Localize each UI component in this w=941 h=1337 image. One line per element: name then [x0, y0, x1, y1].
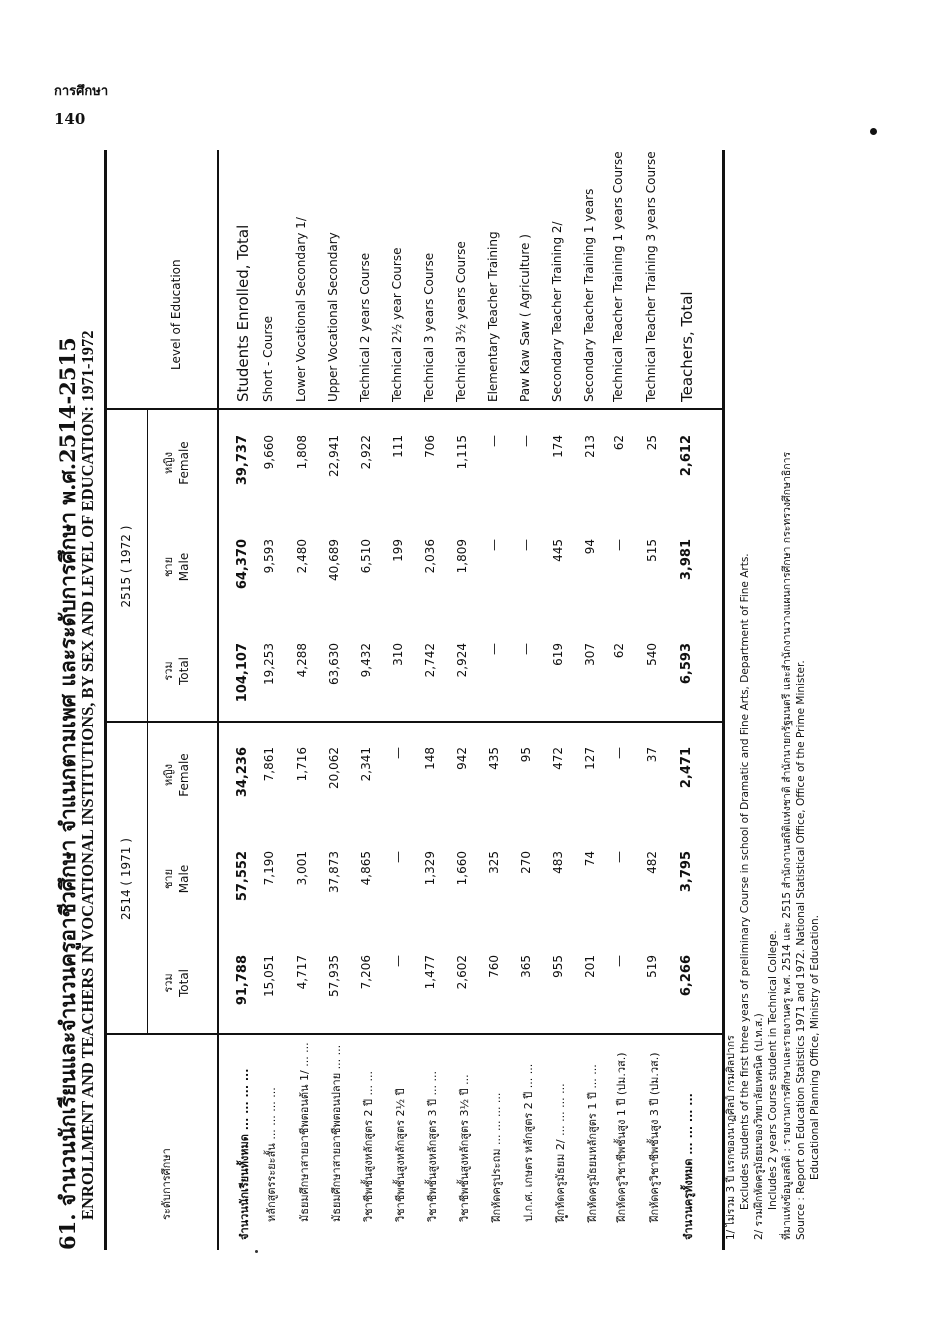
row-label-english: Technical Teacher Training 3 years Course: [644, 151, 658, 402]
table-cell: 2,742: [423, 643, 437, 678]
row-label-thai: มัธยมศึกษาสายอาชีพตอนต้น 1/ ... ...: [298, 1042, 311, 1222]
table-cell: 201: [583, 955, 597, 978]
row-label-thai: วิชาชีพชั้นสูงหลักสูตร 3½ ปี ...: [458, 1074, 471, 1222]
table-cell: 57,552: [235, 851, 250, 902]
table-cell: 483: [551, 851, 565, 874]
table-cell: 40,689: [327, 539, 341, 581]
table-cell: 15,051: [262, 955, 276, 997]
row-label-english: Lower Vocational Secondary 1/: [294, 217, 308, 402]
col-divider: [107, 1033, 722, 1035]
row-label-thai: ฝึกหัดครูมัธยมหลักสูตร 1 ปี ... ...: [586, 1064, 599, 1222]
table-cell: 1,660: [455, 851, 469, 886]
level-header-thai: ระดับการศึกษา: [160, 1148, 173, 1220]
table-cell: 7,190: [262, 851, 276, 886]
year-header-line: [147, 410, 148, 1035]
table-cell: 515: [645, 539, 659, 562]
table-cell: 199: [391, 539, 405, 562]
table-cell: 2,036: [423, 539, 437, 574]
table-cell: 37: [645, 747, 659, 763]
table-cell: 2,602: [455, 955, 469, 990]
row-label-english: Secondary Teacher Training 1 years: [582, 188, 596, 402]
table-cell: 127: [583, 747, 597, 770]
table-cell: 1,809: [455, 539, 469, 574]
table-title-english: ENROLLMENT AND TEACHERS IN VOCATIONAL INSTITUTIONS, BY SEX AND LEVEL OF EDUCATION: 1971-1972: [78, 330, 97, 1220]
row-label-english: Technical 3½ years Course: [454, 241, 468, 402]
row-label-thai: วิชาชีพชั้นสูงหลักสูตร 2½ ปี: [394, 1088, 407, 1222]
table-cell: 2,480: [295, 539, 309, 574]
bullet-mark: [870, 128, 877, 135]
table-cell: 325: [487, 851, 501, 874]
table-cell: 3,001: [295, 851, 309, 886]
row-label-english: Students Enrolled, Total: [234, 224, 252, 402]
table-cell: 307: [583, 643, 597, 666]
running-header: การศึกษา: [54, 84, 109, 99]
table-cell: 64,370: [235, 539, 250, 590]
row-label-thai: หลักสูตรระยะสั้น ... ... ... ...: [265, 1087, 278, 1222]
table-cell: 4,717: [295, 955, 309, 990]
sub-header-thai: ชาย: [162, 868, 175, 890]
table-cell: 7,206: [359, 955, 373, 990]
table-cell: —: [612, 539, 626, 551]
table-cell: —: [487, 539, 501, 551]
scan-speck: [255, 1250, 258, 1253]
table-cell: 95: [519, 747, 533, 763]
row-label-english: Paw Kaw Saw ( Agriculture ): [518, 234, 532, 402]
table-cell: 9,432: [359, 643, 373, 678]
row-label-thai: ฝึกหัดครูมัธยม 2/ ... ... ... ...: [554, 1083, 567, 1222]
table-cell: 6,593: [679, 643, 694, 685]
row-label-english: Short - Course: [261, 315, 275, 402]
table-cell: 74: [583, 851, 597, 867]
footnote-2-english: Includes 2 years Course student in Technical College.: [767, 930, 779, 1210]
footnotes: [724, 451, 822, 1250]
table-cell: 9,593: [262, 539, 276, 574]
table-cell: 4,288: [295, 643, 309, 678]
table-cell: 270: [519, 851, 533, 874]
table-cell: —: [487, 435, 501, 447]
row-label-thai: วิชาชีพชั้นสูงหลักสูตร 3 ปี ... ...: [426, 1071, 439, 1222]
row-label-thai: ฝึกหัดครูประถม ... ... ... ...: [490, 1092, 503, 1222]
table-title-thai: 61. จำนวนนักเรียนและจำนวนครูอาชีวศึกษา จำแนกตามเพศ และระดับการศึกษา พ.ศ.2514-2515: [55, 337, 80, 1250]
table-cell: 91,788: [235, 955, 250, 1006]
table-cell: —: [612, 747, 626, 759]
table-cell: 213: [583, 435, 597, 458]
footnote-1-english: Excludes students of the first three years of preliminary Course in school of Dramatic and Fine Arts, Department of Fine Arts.: [739, 553, 751, 1210]
footnote-2-thai: 2/ รวมฝึกหัดครูมัธยมของวิทยาลัยเทคนิค (ป.ท.ส.): [753, 1013, 765, 1240]
sub-header-thai: หญิง: [162, 452, 175, 474]
table-cell: 2,924: [455, 643, 469, 678]
table-cell: 20,062: [327, 747, 341, 789]
table-cell: —: [519, 435, 533, 447]
year-divider: [104, 721, 725, 723]
table-cell: 94: [583, 539, 597, 555]
row-label-english: Teachers, Total: [678, 291, 696, 402]
sub-header-thai: หญิง: [162, 764, 175, 786]
table-cell: 37,873: [327, 851, 341, 893]
row-label-english: Technical 2½ year Course: [390, 247, 404, 402]
row-label-thai: มัธยมศึกษาสายอาชีพตอนปลาย ... ...: [330, 1044, 343, 1222]
sub-header-english: Male: [177, 864, 191, 894]
sub-header-english: Female: [177, 441, 191, 485]
sub-header-thai: รวม: [162, 661, 175, 681]
table-cell: 619: [551, 643, 565, 666]
row-label-thai: ป.ก.ศ. เกษตร หลักสูตร 2 ปี ... ...: [522, 1063, 535, 1222]
table-cell: 34,236: [235, 747, 250, 798]
table-cell: 706: [423, 435, 437, 458]
page-number: 140: [54, 110, 86, 128]
source-thai: ที่มาแห่งข้อมูลสถิติ : รายงานการศึกษาและรายงานครู พ.ศ. 2514 และ 2515 สำนักงานสถิติแห่งชาติ สำนักนายกรัฐมนตรี และสำนักงานวางแผนการศึกษา กระทรวงศึกษาธิการ: [781, 451, 793, 1240]
table-cell: —: [519, 539, 533, 551]
row-label-thai: จำนวนครูทั้งหมด ... ... ... ...: [682, 1093, 695, 1240]
table-cell: 25: [645, 435, 659, 451]
sub-header-thai: รวม: [162, 973, 175, 993]
table-cell: 435: [487, 747, 501, 770]
table-cell: —: [391, 955, 405, 967]
table-cell: 2,471: [679, 747, 694, 789]
table-cell: 1,477: [423, 955, 437, 990]
table-cell: 1,716: [295, 747, 309, 782]
table-cell: 445: [551, 539, 565, 562]
table-cell: —: [519, 643, 533, 655]
table-cell: 2,922: [359, 435, 373, 470]
table-cell: —: [391, 851, 405, 863]
table-cell: 39,737: [235, 435, 250, 486]
table-cell: 7,861: [262, 747, 276, 782]
footnote-1-thai: 1/ ไม่รวม 3 ปี แรกของนาฏศิลป์ กรมศิลปากร: [725, 1035, 737, 1240]
table-cell: 62: [612, 435, 626, 451]
table-cell: 2,341: [359, 747, 373, 782]
table-cell: 482: [645, 851, 659, 874]
table-cell: 942: [455, 747, 469, 770]
table-cell: 365: [519, 955, 533, 978]
rotated-table-page: [52, 150, 822, 1250]
table-cell: 6,510: [359, 539, 373, 574]
year-header-2515: 2515 ( 1972 ): [119, 525, 133, 608]
table-cell: —: [391, 747, 405, 759]
table-cell: 472: [551, 747, 565, 770]
table-cell: —: [612, 955, 626, 967]
header-bottom-line: [217, 150, 219, 1250]
sub-header-english: Total: [177, 968, 191, 998]
table-cell: 148: [423, 747, 437, 770]
table-cell: 2,612: [679, 435, 694, 477]
enrollment-table: [104, 150, 725, 1250]
table-cell: 3,795: [679, 851, 694, 893]
sub-header-thai: ชาย: [162, 556, 175, 578]
sub-header-english: Male: [177, 552, 191, 582]
table-cell: 519: [645, 955, 659, 978]
row-label-english: Technical 2 years Course: [358, 252, 372, 402]
table-cell: 22,941: [327, 435, 341, 477]
table-cell: 760: [487, 955, 501, 978]
table-cell: 4,865: [359, 851, 373, 886]
table-cell: 19,253: [262, 643, 276, 685]
table-cell: 310: [391, 643, 405, 666]
source-english-cont: Educational Planning Office, Ministry of Education.: [809, 915, 821, 1180]
sub-header-english: Female: [177, 753, 191, 797]
table-cell: 1,115: [455, 435, 469, 470]
sub-header-english: Total: [177, 656, 191, 686]
table-cell: 955: [551, 955, 565, 978]
year-header-2514: 2514 ( 1971 ): [119, 838, 133, 920]
row-label-english: Elementary Teacher Training: [486, 231, 500, 402]
row-label-thai: ฝึกหัดครูวิชาชีพชั้นสูง 1 ปี (ปม.วส.): [615, 1052, 628, 1222]
row-label-english: Technical 3 years Course: [422, 252, 436, 402]
table-cell: 1,808: [295, 435, 309, 470]
table-cell: 174: [551, 435, 565, 458]
row-label-english: Technical Teacher Training 1 years Course: [611, 151, 625, 402]
row-label-thai: ฝึกหัดครูวิชาชีพชั้นสูง 3 ปี (ปม.วส.): [648, 1052, 661, 1222]
row-label-english: Secondary Teacher Training 2/: [550, 221, 564, 402]
table-cell: 6,266: [679, 955, 694, 997]
level-header-english: Level of Education: [169, 259, 183, 370]
col-divider: [107, 408, 722, 410]
table-cell: —: [487, 643, 501, 655]
table-cell: 57,935: [327, 955, 341, 997]
table-cell: 104,107: [235, 643, 250, 703]
row-label-english: Upper Vocational Secondary: [326, 232, 340, 402]
table-cell: 3,981: [679, 539, 694, 581]
row-label-thai: วิชาชีพชั้นสูงหลักสูตร 2 ปี ... ...: [362, 1071, 375, 1222]
table-cell: 1,329: [423, 851, 437, 886]
table-cell: 63,630: [327, 643, 341, 685]
table-cell: 62: [612, 643, 626, 659]
source-english: Source : Report on Education Statistics 1971 and 1972. National Statistical Office, Office of the Prime Minister.: [795, 660, 807, 1240]
table-cell: 540: [645, 643, 659, 666]
row-label-thai: จำนวนนักเรียนทั้งหมด ... ... ... ...: [238, 1068, 251, 1240]
table-cell: 9,660: [262, 435, 276, 470]
table-cell: —: [612, 851, 626, 863]
table-cell: 111: [391, 435, 405, 458]
